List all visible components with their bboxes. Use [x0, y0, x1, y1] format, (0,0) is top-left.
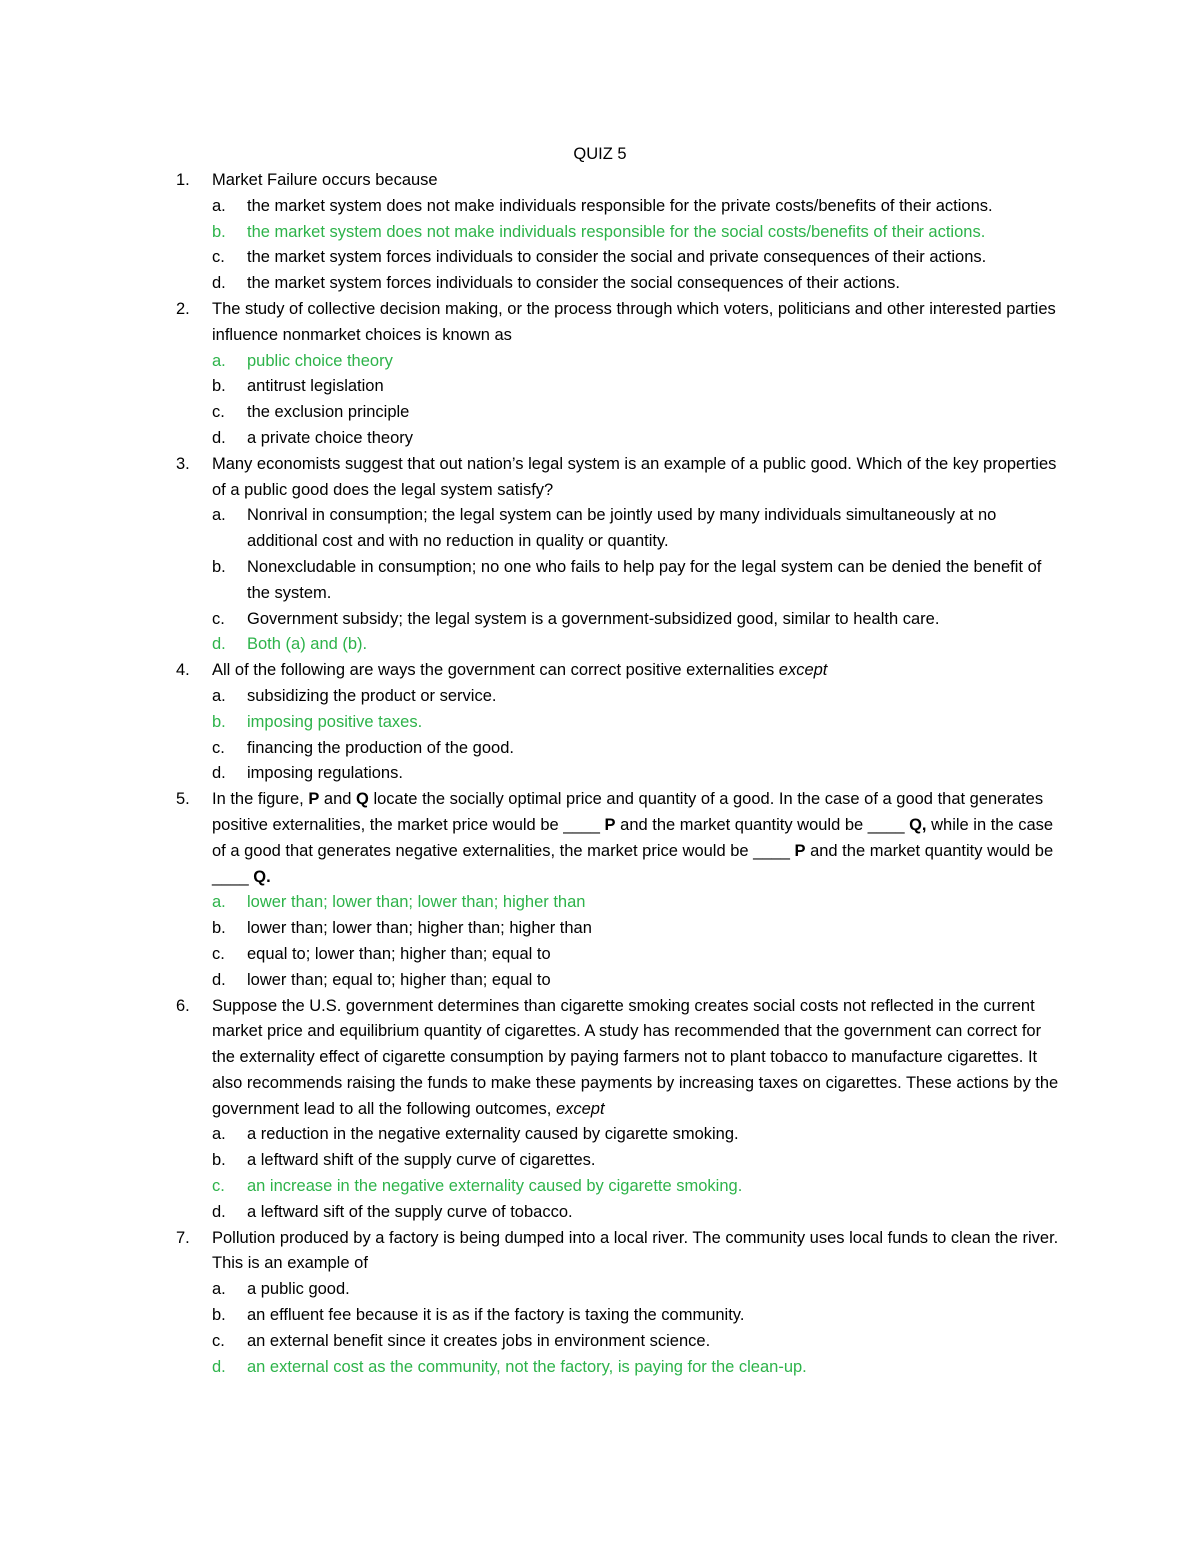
option-text: Nonexcludable in consumption; no one who fails to help pay for the legal system can be denied the benefit of the system.	[247, 557, 1042, 602]
option-list	[212, 890, 1066, 993]
option-text: Both (a) and (b).	[247, 635, 368, 654]
question-text: Market Failure occurs because	[212, 171, 438, 189]
text-run: In the figure,	[212, 790, 309, 809]
option-a	[212, 1122, 1066, 1148]
option-text: lower than; lower than; lower than; higher than	[247, 893, 586, 912]
option-text: antitrust legislation	[247, 377, 384, 396]
option-c	[212, 736, 1066, 762]
option-letter: a.	[212, 196, 226, 215]
option-b	[212, 1303, 1066, 1329]
question-4	[176, 658, 1066, 787]
option-text: a leftward sift of the supply curve of tobacco.	[247, 1202, 573, 1221]
option-d	[212, 968, 1066, 994]
option-list	[212, 194, 1066, 297]
text-run: locate the socially optimal price and quantity of a good. In the case of a good that generates positive externalities, the market price would be ____	[212, 790, 1044, 834]
option-c-correct	[212, 1174, 1066, 1200]
option-letter: c.	[212, 1331, 225, 1350]
page-title: QUIZ 5	[573, 145, 627, 163]
question-text: Suppose the U.S. government determines than cigarette smoking creates social costs not reflected in the current market price and equilibrium quantity of cigarettes. A study has recommended that the government can correct for the externality effect of cigarette consumption by paying farmers not to plant tobacco to manufacture cigarettes. It also recommends raising the funds to make these payments by increasing taxes on cigarettes. These actions by the government lead to all the following outcomes,	[212, 996, 1059, 1118]
option-text: subsidizing the product or service.	[247, 686, 497, 705]
option-b-correct	[212, 220, 1066, 246]
question-number: 4.	[176, 661, 190, 680]
option-text: an increase in the negative externality caused by cigarette smoking.	[247, 1177, 743, 1196]
bold-symbol: Q,	[909, 815, 927, 834]
option-text: a leftward shift of the supply curve of cigarettes.	[247, 1151, 596, 1170]
option-letter: a.	[212, 506, 226, 525]
option-letter: d.	[212, 970, 226, 989]
option-text: Government subsidy; the legal system is a government-subsidized good, similar to health care.	[247, 609, 940, 628]
option-text: Nonrival in consumption; the legal system can be jointly used by many individuals simultaneously at no additional cost and with no reduction in quality or quantity.	[247, 506, 997, 551]
question-text: All of the following are ways the government can correct positive externalities	[212, 661, 779, 680]
option-list	[212, 1122, 1066, 1225]
option-list	[212, 503, 1066, 658]
option-letter: d.	[212, 1202, 226, 1221]
option-text: financing the production of the good.	[247, 738, 514, 757]
option-b	[212, 374, 1066, 400]
question-5	[176, 787, 1066, 993]
question-number: 7.	[176, 1228, 190, 1247]
option-text: lower than; lower than; higher than; higher than	[247, 919, 592, 938]
option-letter: c.	[212, 403, 225, 422]
option-letter: b.	[212, 557, 226, 576]
option-letter: b.	[212, 222, 226, 241]
option-letter: c.	[212, 248, 225, 267]
text-run: and the market quantity would be ____	[615, 815, 910, 834]
question-number: 1.	[176, 171, 190, 189]
option-c	[212, 245, 1066, 271]
bold-symbol: Q	[356, 790, 369, 809]
option-c	[212, 607, 1066, 633]
option-b	[212, 1148, 1066, 1174]
option-letter: b.	[212, 1306, 226, 1325]
option-letter: c.	[212, 609, 225, 628]
option-text: an external benefit since it creates jobs in environment science.	[247, 1331, 711, 1350]
question-number: 5.	[176, 790, 190, 809]
option-b	[212, 555, 1066, 607]
bold-symbol: P	[308, 790, 320, 809]
question-7	[176, 1226, 1066, 1381]
bold-symbol: P	[604, 815, 616, 834]
option-text: imposing positive taxes.	[247, 712, 423, 731]
option-text: imposing regulations.	[247, 764, 403, 783]
option-letter: d.	[212, 764, 226, 783]
question-emphasis: except	[555, 1099, 605, 1118]
option-d-correct	[212, 1355, 1066, 1381]
option-list	[212, 349, 1066, 452]
option-c	[212, 400, 1066, 426]
text-run: and the market quantity would be ____	[212, 841, 1054, 886]
bold-symbol: P	[794, 841, 806, 860]
bold-symbol: Q.	[253, 867, 271, 886]
option-text: public choice theory	[247, 351, 393, 370]
option-a-correct	[212, 349, 1066, 375]
option-a	[212, 194, 1066, 220]
option-text: a reduction in the negative externality caused by cigarette smoking.	[247, 1125, 739, 1144]
option-letter: a.	[212, 351, 226, 370]
option-letter: b.	[212, 919, 226, 938]
option-text: the market system does not make individuals responsible for the private costs/benefits of their actions.	[247, 196, 993, 215]
option-d-correct	[212, 632, 1066, 658]
option-a-correct	[212, 890, 1066, 916]
option-letter: a.	[212, 893, 226, 912]
text-run: and	[319, 790, 357, 809]
option-letter: a.	[212, 1280, 226, 1299]
option-letter: d.	[212, 428, 226, 447]
option-c	[212, 1329, 1066, 1355]
option-text: the market system does not make individuals responsible for the social costs/benefits of their actions.	[247, 222, 986, 241]
option-letter: b.	[212, 712, 226, 731]
option-letter: d.	[212, 635, 226, 654]
question-text: The study of collective decision making, or the process through which voters, politicians and other interested parties influence nonmarket choices is known as	[212, 299, 1056, 344]
option-text: the market system forces individuals to consider the social and private consequences of their actions.	[247, 248, 987, 267]
question-list	[176, 168, 1066, 1380]
option-letter: c.	[212, 1177, 225, 1196]
option-a	[212, 1277, 1066, 1303]
option-letter: d.	[212, 1357, 226, 1376]
question-6	[176, 994, 1066, 1226]
option-d	[212, 1200, 1066, 1226]
question-3	[176, 452, 1066, 658]
option-letter: c.	[212, 944, 225, 963]
option-letter: d.	[212, 274, 226, 293]
option-b-correct	[212, 710, 1066, 736]
option-text: equal to; lower than; higher than; equal to	[247, 944, 551, 963]
text-run: while in the case of a good that generates negative externalities, the market price would be ____	[212, 815, 1054, 860]
option-c	[212, 942, 1066, 968]
question-text: Pollution produced by a factory is being dumped into a local river. The community uses local funds to clean the river. This is an example of	[212, 1228, 1059, 1273]
option-b	[212, 916, 1066, 942]
option-d	[212, 426, 1066, 452]
option-text: an external cost as the community, not the factory, is paying for the clean-up.	[247, 1357, 807, 1376]
question-number: 2.	[176, 299, 190, 318]
option-a	[212, 503, 1066, 555]
option-text: the market system forces individuals to consider the social consequences of their actions.	[247, 274, 900, 293]
question-number: 3.	[176, 454, 190, 473]
question-1	[176, 168, 1066, 297]
option-d	[212, 271, 1066, 297]
option-letter: c.	[212, 738, 225, 757]
question-text: Many economists suggest that out nation’s legal system is an example of a public good. Which of the key properties of a public good does the legal system satisfy?	[212, 454, 1057, 499]
option-text: a public good.	[247, 1280, 350, 1299]
option-text: a private choice theory	[247, 428, 414, 447]
option-text: an effluent fee because it is as if the factory is taxing the community.	[247, 1306, 745, 1325]
option-text: the exclusion principle	[247, 403, 410, 422]
question-2	[176, 297, 1066, 452]
question-text	[212, 790, 1053, 885]
option-d	[212, 761, 1066, 787]
option-letter: b.	[212, 1151, 226, 1170]
option-letter: a.	[212, 1125, 226, 1144]
question-number: 6.	[176, 996, 190, 1015]
question-emphasis: except	[778, 661, 828, 680]
option-list	[212, 684, 1066, 787]
option-list	[212, 1277, 1066, 1380]
option-letter: a.	[212, 686, 226, 705]
option-letter: b.	[212, 377, 226, 396]
option-text: lower than; equal to; higher than; equal to	[247, 970, 551, 989]
option-a	[212, 684, 1066, 710]
